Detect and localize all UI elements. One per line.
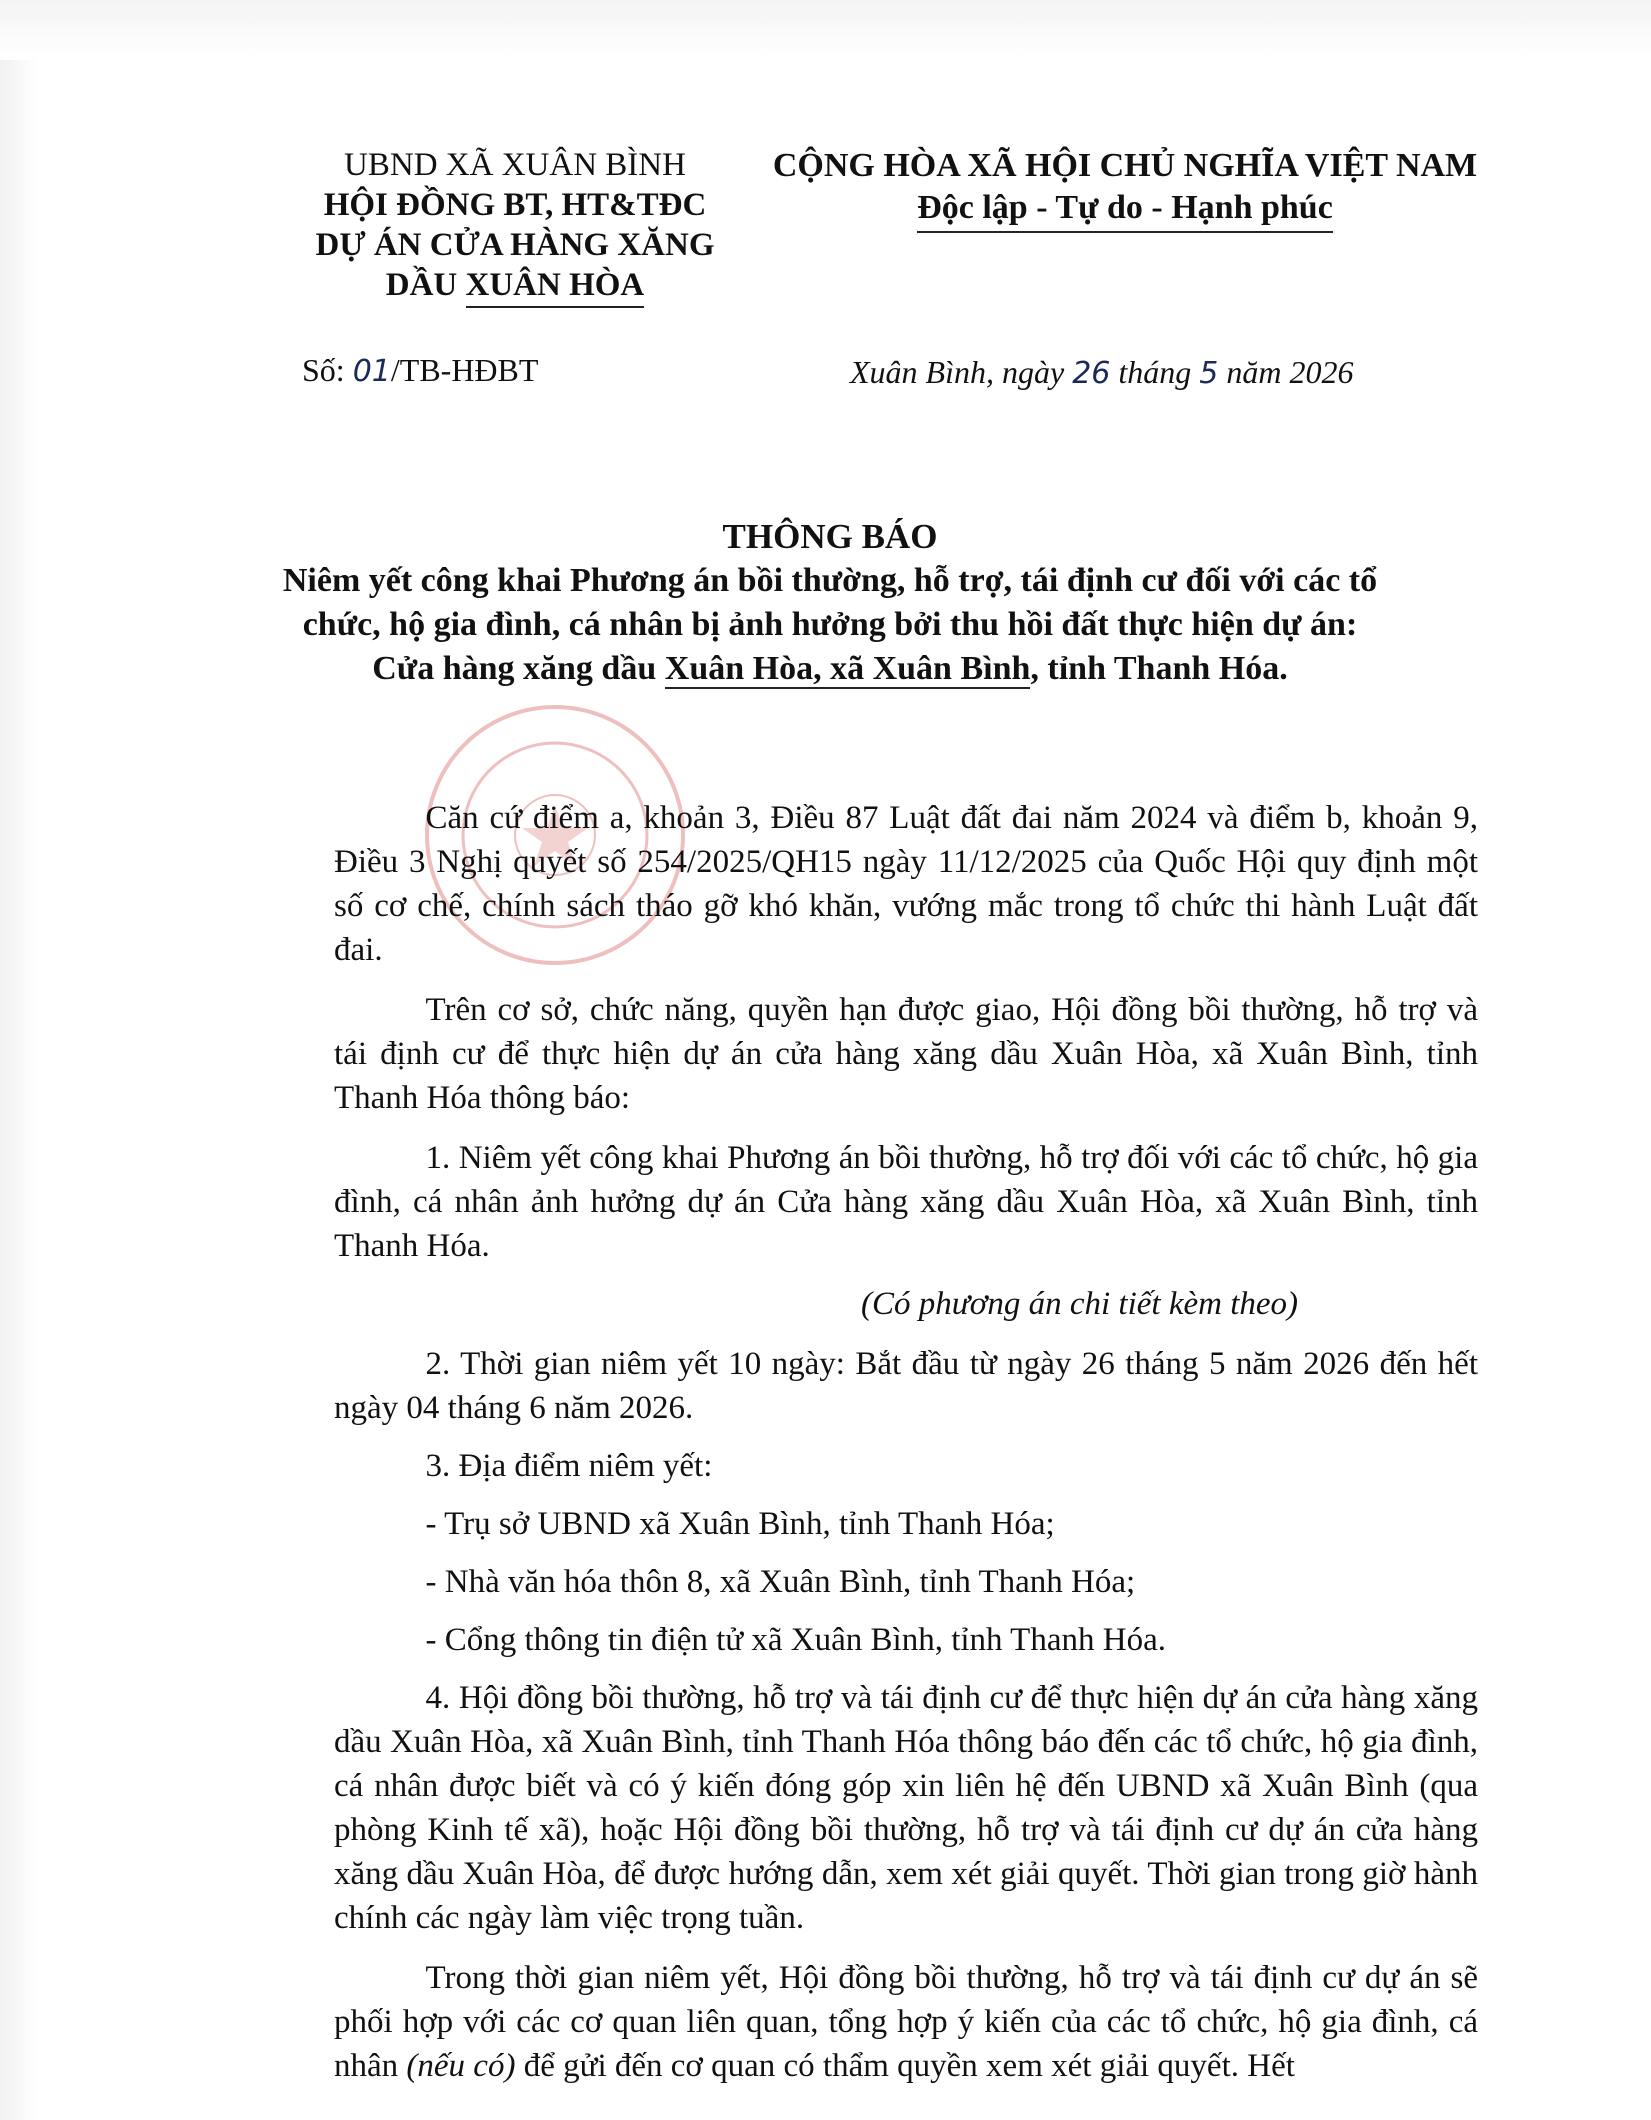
item-3-paragraph: 3. Địa điểm niêm yết:	[425, 1448, 713, 1484]
legal-basis-paragraph: Căn cứ điểm a, khoản 3, Điều 87 Luật đất đai năm 2024 và điểm b, khoản 9, Điều 3 Nghị quyết số 254/2025/QH15 ngày 11/12/2025 của Quốc Hội quy định một số cơ chế, chính sách tháo gỡ khó khăn, vướng mắc trong tổ chức thi hành Luật đất đai.	[334, 800, 1478, 968]
national-motto: Độc lập - Tự do - Hạnh phúc	[917, 187, 1333, 233]
notice-body	[334, 796, 1478, 2104]
if-any-note: (nếu có)	[406, 2048, 516, 2084]
handwritten-month: 5	[1199, 356, 1219, 391]
national-motto-row	[745, 187, 1505, 233]
location-item-1: - Trụ sở UBND xã Xuân Bình, tỉnh Thanh Hóa;	[425, 1506, 1055, 1542]
project-name-line1: DỰ ÁN CỬA HÀNG XĂNG	[315, 227, 715, 263]
authority-paragraph: Trên cơ sở, chức năng, quyền hạn được giao, Hội đồng bồi thường, hỗ trợ và tái định cư để thực hiện dự án cửa hàng xăng dầu Xuân Hòa, xã Xuân Bình, tỉnh Thanh Hóa thông báo:	[334, 992, 1478, 1116]
closing-paragraph: Trong thời gian niêm yết, Hội đồng bồi thường, hỗ trợ và tái định cư dự án sẽ phối hợp với các cơ quan liên quan, tổng hợp ý kiến của các tổ chức, hộ gia đình, cá nhân (nếu có) để gửi đến cơ quan có thẩm quyền xem xét giải quyết. Hết	[334, 1960, 1478, 2084]
item-4-paragraph: 4. Hội đồng bồi thường, hỗ trợ và tái định cư để thực hiện dự án cửa hàng xăng dầu Xuân Hòa, xã Xuân Bình, tỉnh Thanh Hóa thông báo đến các tổ chức, hộ gia đình, cá nhân được biết và có ý kiến đóng góp xin liên hệ đến UBND xã Xuân Bình (qua phòng Kinh tế xã), hoặc Hội đồng bồi thường, hỗ trợ và tái định cư dự án cửa hàng xăng dầu Xuân Hòa, để được hướng dẫn, xem xét giải quyết. Thời gian trong giờ hành chính các ngày làm việc trọng tuần.	[334, 1680, 1478, 1936]
place-and-date: Xuân Bình, ngày 26 tháng 5 năm 2026	[850, 354, 1354, 391]
handwritten-number: 01	[352, 354, 391, 389]
issuing-agency-block	[250, 145, 780, 308]
project-name-line2: DẦU XUÂN HÒA	[250, 265, 780, 308]
notice-subject-line1: Niêm yết công khai Phương án bồi thường, hỗ trợ, tái định cư đối với các tổ	[282, 562, 1378, 599]
document-number: Số: 01/TB-HĐBT	[302, 352, 539, 389]
item-2-paragraph: 2. Thời gian niêm yết 10 ngày: Bắt đầu từ ngày 26 tháng 5 năm 2026 đến hết ngày 04 tháng 6 năm 2026.	[334, 1346, 1478, 1426]
council-name: HỘI ĐỒNG BT, HT&TĐC	[323, 187, 707, 223]
agency-name: UBND XÃ XUÂN BÌNH	[344, 147, 686, 183]
location-item-3: - Cổng thông tin điện tử xã Xuân Bình, tỉnh Thanh Hóa.	[425, 1622, 1166, 1658]
notice-subject-line2: chức, hộ gia đình, cá nhân bị ảnh hưởng bởi thu hồi đất thực hiện dự án:	[302, 606, 1358, 643]
notice-title-block	[200, 515, 1460, 691]
attachment-note: (Có phương án chi tiết kèm theo)	[860, 1286, 1298, 1322]
item-1-paragraph: 1. Niêm yết công khai Phương án bồi thường, hỗ trợ đối với các tổ chức, hộ gia đình, cá nhân ảnh hưởng dự án Cửa hàng xăng dầu Xuân Hòa, xã Xuân Bình, tỉnh Thanh Hóa.	[334, 1140, 1478, 1264]
handwritten-day: 26	[1072, 356, 1111, 391]
notice-subject-line3: Cửa hàng xăng dầu Xuân Hòa, xã Xuân Bình, tỉnh Thanh Hóa.	[372, 650, 1288, 687]
national-heading-block	[745, 145, 1505, 233]
underlined-location: Xuân Hòa, xã Xuân Bình	[664, 650, 1031, 687]
project-name-underlined: XUÂN HÒA	[466, 265, 645, 308]
national-title: CỘNG HÒA XÃ HỘI CHỦ NGHĨA VIỆT NAM	[772, 147, 1478, 184]
notice-heading: THÔNG BÁO	[722, 517, 938, 556]
scan-shadow-top	[0, 0, 1651, 60]
location-item-2: - Nhà văn hóa thôn 8, xã Xuân Bình, tỉnh Thanh Hóa;	[425, 1564, 1136, 1600]
scan-shadow-left	[0, 0, 38, 2120]
